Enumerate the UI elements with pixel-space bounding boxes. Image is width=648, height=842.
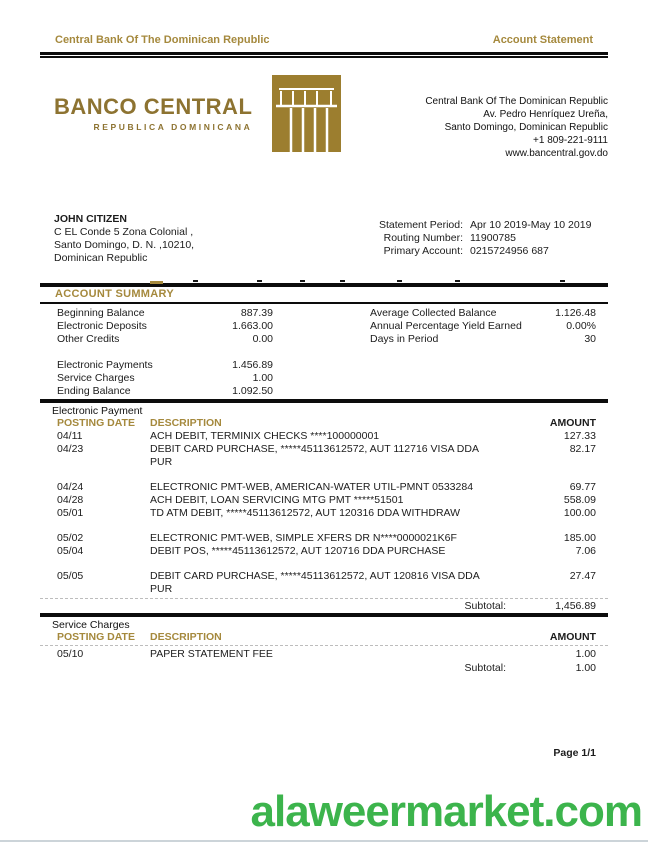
kv-row: Average Collected Balance 1.126.48 — [370, 307, 596, 319]
summary-left-column — [57, 307, 273, 398]
table-row: 05/04 DEBIT POS, *****45113612572, AUT 120716 DDA PURCHASE 7.06 — [57, 545, 596, 557]
customer-address — [54, 226, 194, 265]
section-divider — [40, 613, 608, 617]
row-group — [57, 359, 273, 398]
subtotal-row — [40, 600, 608, 613]
table-row: 05/05 DEBIT CARD PURCHASE, *****45113612572, AUT 120816 VISA DDA PUR 27.47 — [57, 570, 596, 595]
table-row: 05/01 TD ATM DEBIT, *****45113612572, AUT 120316 DDA WITHDRAW 100.00 — [57, 507, 596, 519]
info-row — [40, 213, 608, 265]
header-divider — [40, 52, 608, 58]
bank-logo — [40, 70, 341, 150]
account-summary-table — [40, 306, 608, 399]
electronic-payment-section — [40, 399, 608, 613]
logo-subtitle: REPUBLICA DOMINICANA — [93, 122, 253, 132]
posting-date-header: POSTING DATE — [57, 631, 135, 643]
section-divider — [40, 283, 608, 287]
kv-row: Annual Percentage Yield Earned 0.00% — [370, 320, 596, 332]
kv-row: Electronic Deposits 1.663.00 — [57, 320, 273, 332]
row-group — [40, 532, 608, 558]
document-header — [40, 33, 608, 48]
service-charges-title: Service Charges — [52, 619, 130, 631]
row-group — [40, 570, 608, 596]
kv-row: Beginning Balance 887.39 — [57, 307, 273, 319]
subtotal-label: Subtotal: — [464, 662, 506, 674]
service-charges-section — [40, 613, 608, 675]
row-group — [40, 481, 608, 520]
watermark: alaweermarket.com — [250, 787, 642, 836]
table-row: 04/24 ELECTRONIC PMT-WEB, AMERICAN-WATER UTIL-PMNT 0533284 69.77 — [57, 481, 596, 493]
header-doc-type: Account Statement — [492, 34, 593, 46]
row-group — [40, 430, 608, 469]
kv-row: Routing Number: 11900785 — [383, 232, 516, 244]
amount-header: AMOUNT — [549, 631, 596, 643]
kv-row: Other Credits 0.00 — [57, 333, 273, 345]
colonnade-icon — [272, 75, 341, 152]
text-line: +1 809-221-9111 — [533, 135, 608, 146]
table-row: 04/11 ACH DEBIT, TERMINIX CHECKS ****100000001 127.33 — [57, 430, 596, 442]
transaction-table-body — [40, 430, 608, 596]
text-line: Dominican Republic — [54, 252, 148, 264]
subtotal-value: 1,456.89 — [555, 600, 596, 612]
summary-right-column — [370, 307, 596, 346]
header-bank-name: Central Bank Of The Dominican Republic — [55, 34, 270, 46]
subtotal-value: 1.00 — [575, 662, 596, 674]
text-line: www.bancentral.gov.do — [505, 148, 608, 159]
brand-row — [40, 70, 608, 159]
text-line: Central Bank Of The Dominican Republic — [425, 96, 608, 107]
subtotal-divider — [40, 598, 608, 599]
kv-row: Days in Period 30 — [370, 333, 596, 345]
text-line: C EL Conde 5 Zona Colonial , — [54, 226, 194, 238]
kv-row: Service Charges 1.00 — [57, 372, 273, 384]
account-summary-section — [40, 283, 608, 399]
customer-block — [40, 213, 194, 265]
description-header: DESCRIPTION — [150, 631, 222, 643]
section-divider — [40, 399, 608, 403]
transaction-table-header — [40, 631, 608, 644]
electronic-payment-title: Electronic Payment — [52, 405, 143, 417]
logo-text — [54, 94, 252, 132]
page-number: Page 1/1 — [553, 747, 596, 759]
header-divider — [40, 645, 608, 646]
row-group — [57, 307, 273, 346]
summary-title-divider — [40, 302, 608, 304]
kv-row: Statement Period: Apr 10 2019-May 10 2019 — [378, 219, 592, 231]
kv-row: Ending Balance 1.092.50 — [57, 385, 273, 397]
text-line: Av. Pedro Henríquez Ureña, — [483, 109, 608, 120]
subtotal-label: Subtotal: — [464, 600, 506, 612]
account-summary-title: ACCOUNT SUMMARY — [55, 288, 174, 300]
row-group — [40, 648, 608, 661]
customer-name: JOHN CITIZEN — [54, 213, 127, 225]
posting-date-header: POSTING DATE — [57, 417, 135, 429]
transaction-table-header — [40, 417, 608, 430]
text-line: Santo Domingo, D. N. ,10210, — [54, 239, 195, 251]
description-header: DESCRIPTION — [150, 417, 222, 429]
text-line: Santo Domingo, Dominican Republic — [444, 122, 608, 133]
logo-title: BANCO CENTRAL — [54, 94, 253, 119]
subtotal-row — [40, 662, 608, 675]
table-row: 05/02 ELECTRONIC PMT-WEB, SIMPLE XFERS DR N****0000021K6F 185.00 — [57, 532, 596, 544]
kv-row: Electronic Payments 1.456.89 — [57, 359, 273, 371]
statement-info — [368, 219, 608, 265]
transaction-table-body — [40, 648, 608, 661]
table-row: 04/23 DEBIT CARD PURCHASE, *****45113612572, AUT 112716 VISA DDA PUR 82.17 — [57, 443, 596, 468]
amount-header: AMOUNT — [549, 417, 596, 429]
kv-row: Primary Account: 0215724956 687 — [383, 245, 549, 257]
table-row: 04/28 ACH DEBIT, LOAN SERVICING MTG PMT *****51501 558.09 — [57, 494, 596, 506]
bank-address — [425, 70, 608, 159]
table-row: 05/10 PAPER STATEMENT FEE 1.00 — [57, 648, 596, 660]
